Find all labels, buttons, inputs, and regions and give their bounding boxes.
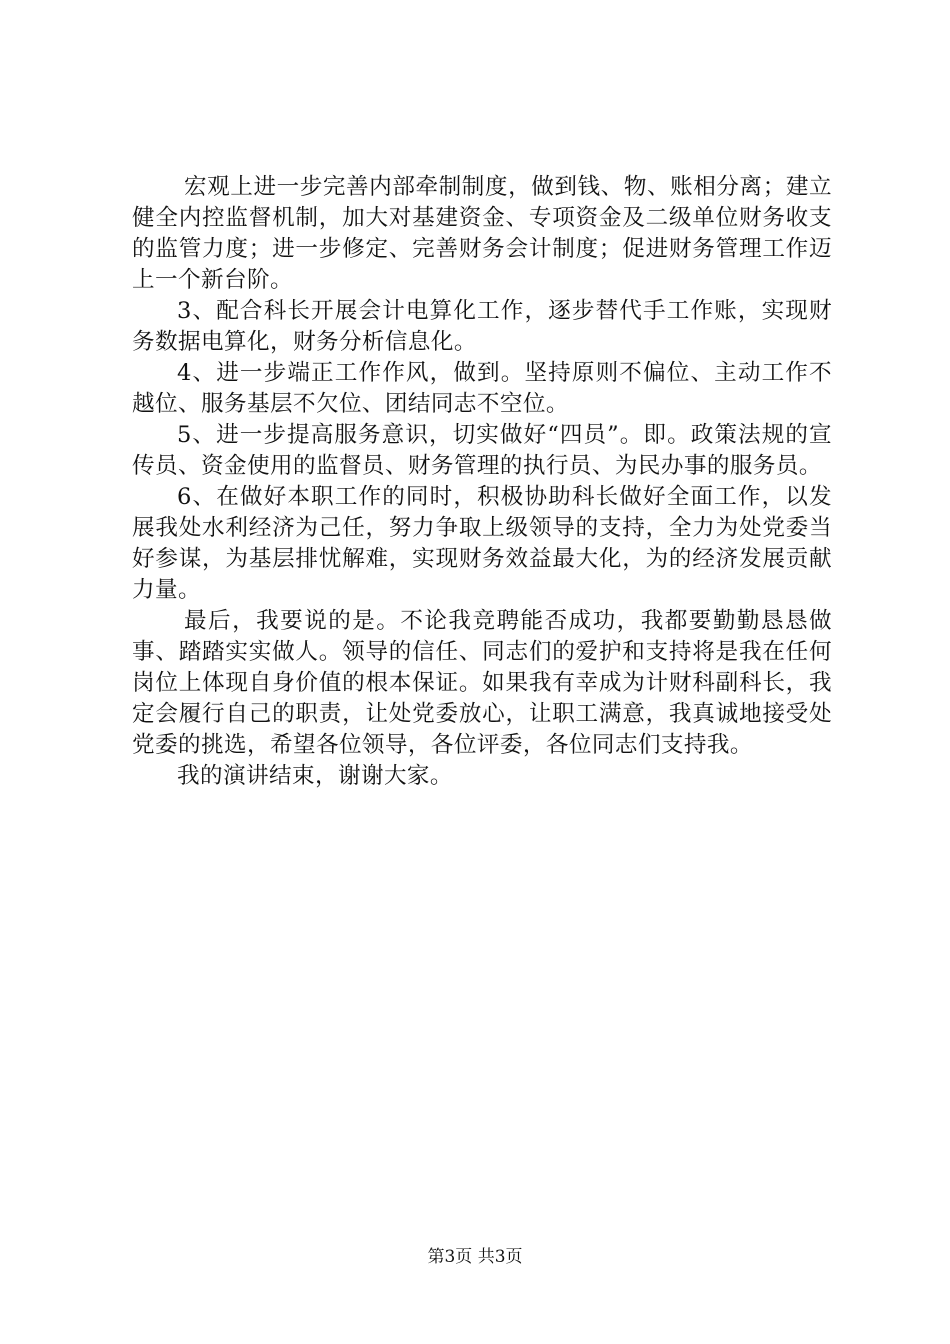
paragraph-item-6: 6、在做好本职工作的同时，积极协助科长做好全面工作，以发展我处水利经济为己任，努力争取上级领导的支持，全力为处党委当好参谋，为基层排忧解难，实现财务效益最大化，为的经济发展贡献力量。 xyxy=(132,484,832,603)
paragraph-closing: 最后，我要说的是。不论我竞聘能否成功，我都要勤勤恳恳做事、踏踏实实做人。领导的信任、同志们的爱护和支持将是我在任何岗位上体现自身价值的根本保证。如果我有幸成为计财科副科长，我定会履行自己的职责，让处党委放心，让职工满意，我真诚地接受处党委的挑选，希望各位领导，各位评委，各位同志们支持我。 xyxy=(132,608,832,758)
paragraph-item-4: 4、进一步端正工作作风，做到。坚持原则不偏位、主动工作不越位、服务基层不欠位、团结同志不空位。 xyxy=(132,360,832,417)
paragraph-thanks: 我的演讲结束，谢谢大家。 xyxy=(177,763,453,789)
paragraph-internal-control: 宏观上进一步完善内部牵制制度，做到钱、物、账相分离；建立健全内控监督机制，加大对基建资金、专项资金及二级单位财务收支的监管力度；进一步修定、完善财务会计制度；促进财务管理工作迈上一个新台阶。 xyxy=(132,174,832,293)
page-footer: 第3页 共3页 xyxy=(427,1247,523,1267)
document-body xyxy=(132,172,832,792)
paragraph-item-3: 3、配合科长开展会计电算化工作，逐步替代手工作账，实现财务数据电算化，财务分析信息化。 xyxy=(132,298,832,355)
paragraph-item-5: 5、进一步提高服务意识，切实做好“四员”。即。政策法规的宣传员、资金使用的监督员、财务管理的执行员、为民办事的服务员。 xyxy=(132,422,832,479)
